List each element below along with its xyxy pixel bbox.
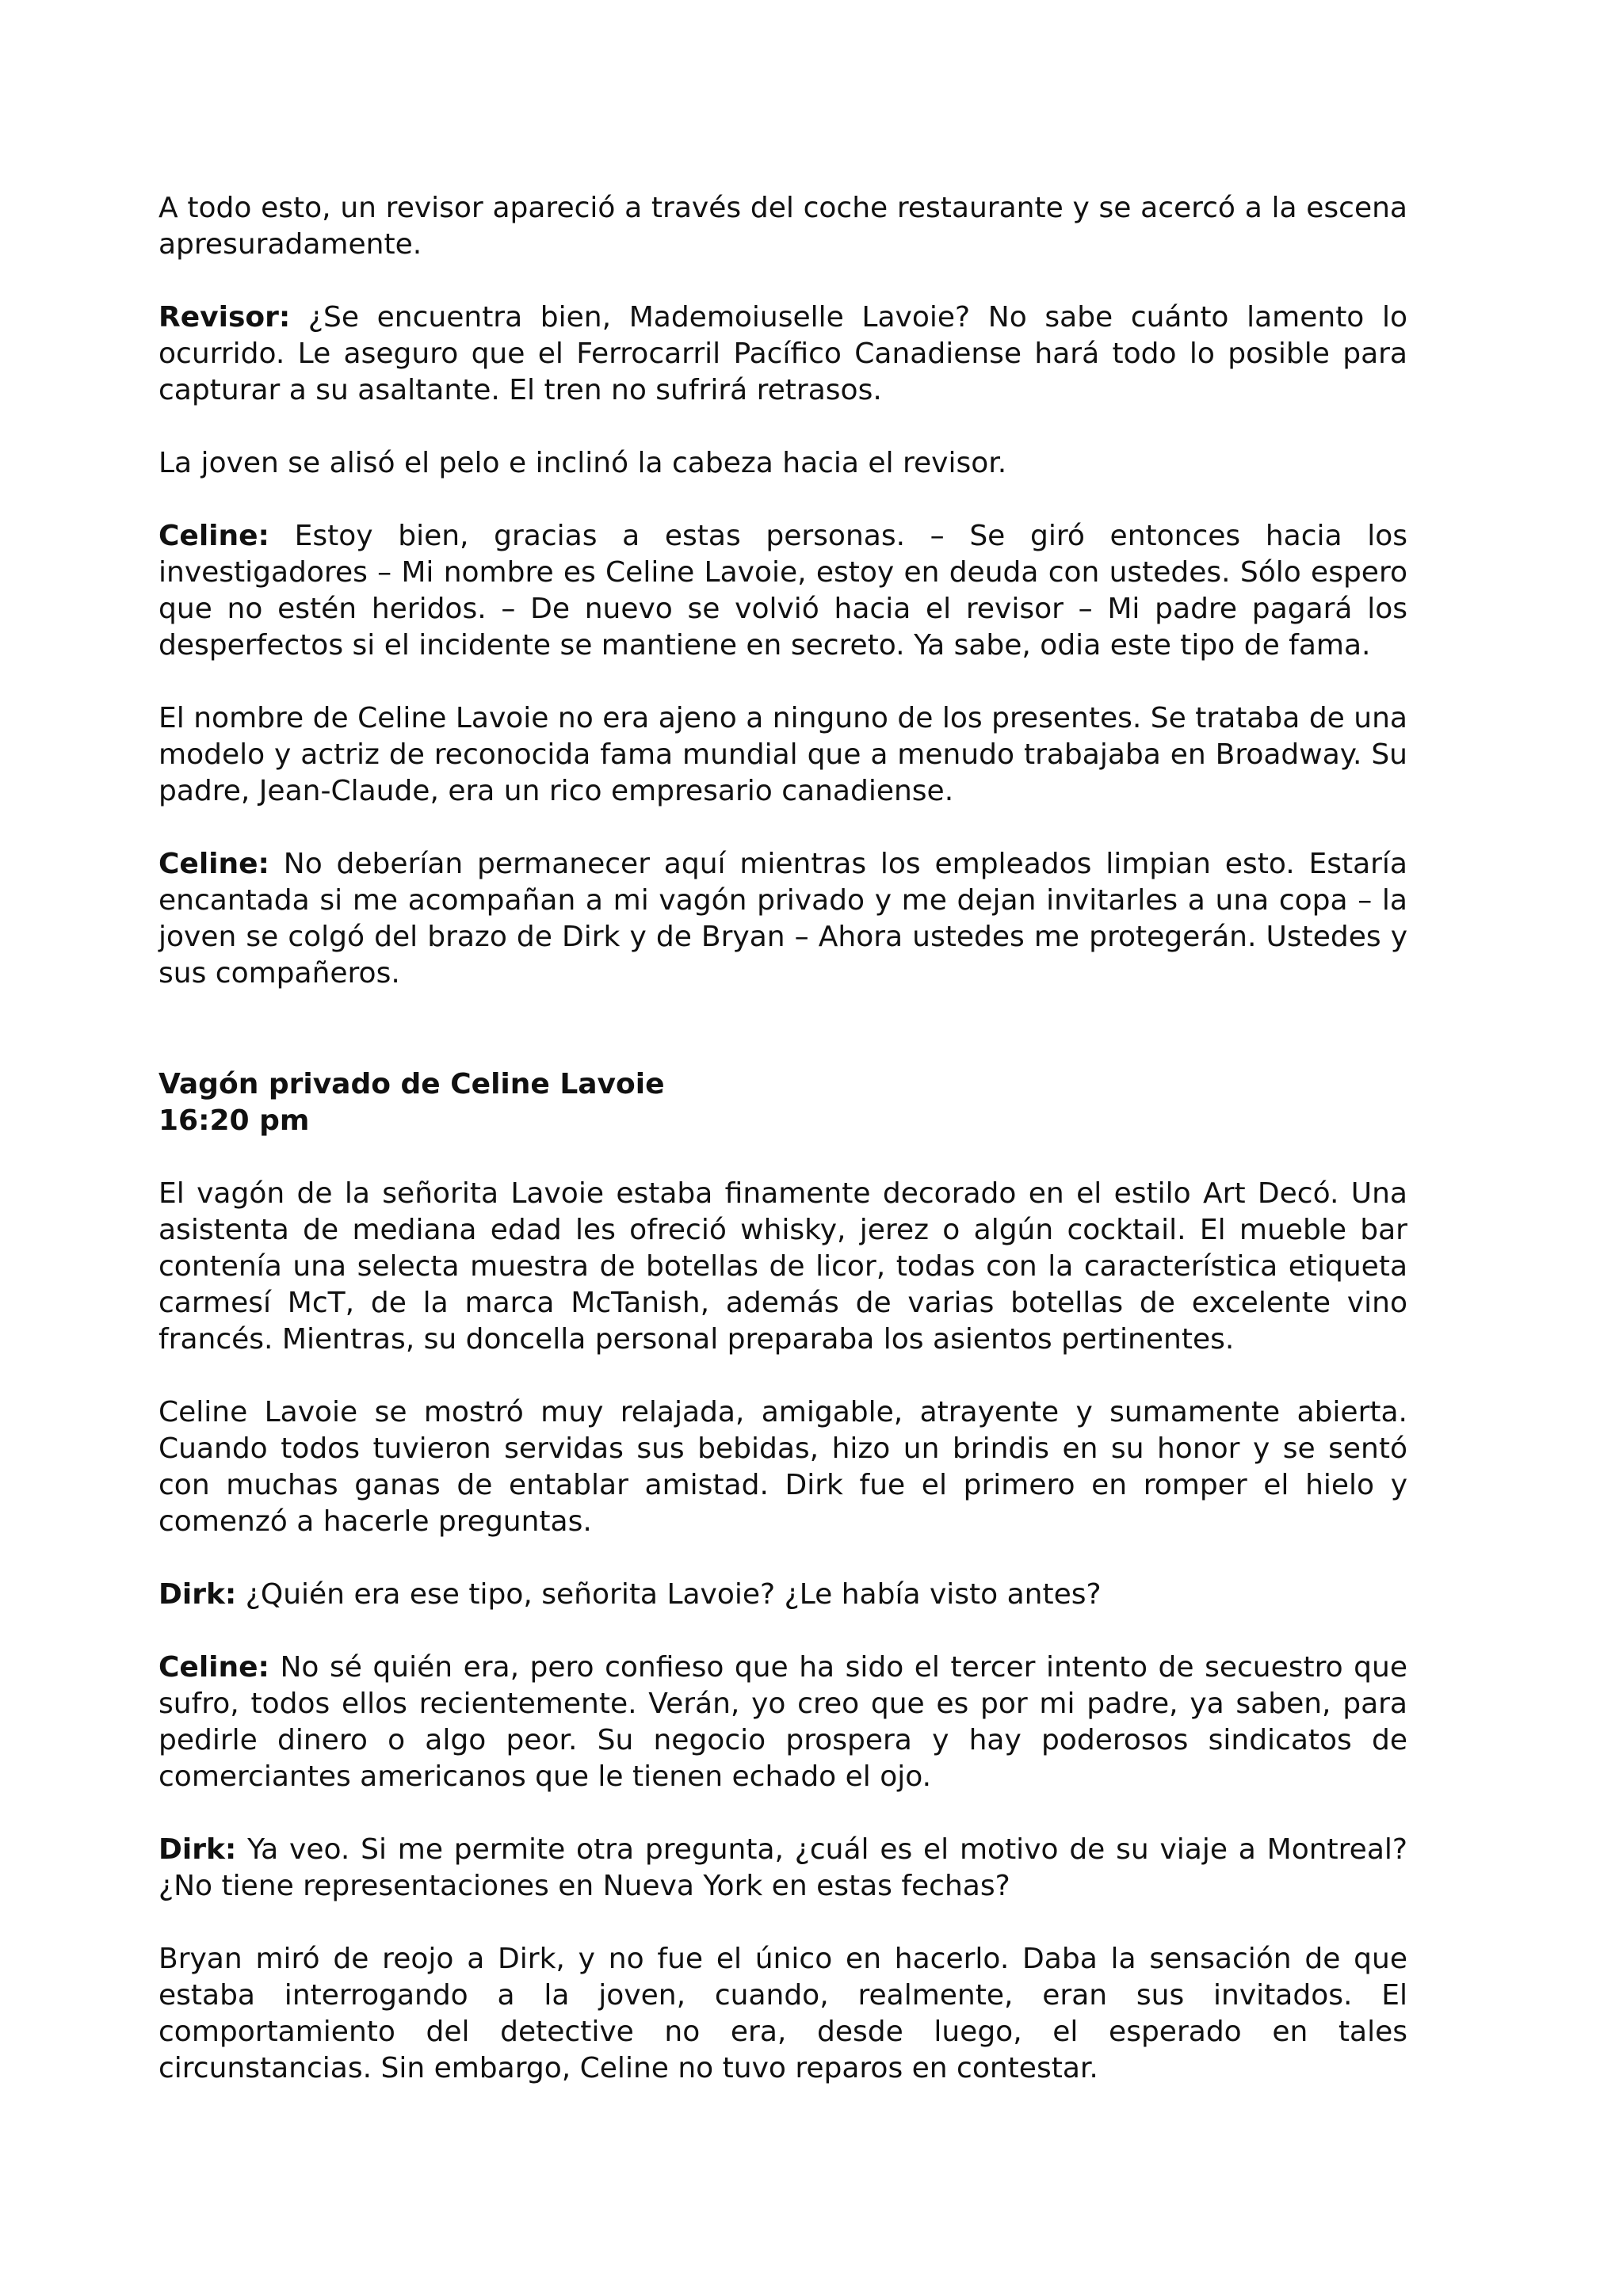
narration-paragraph: El vagón de la señorita Lavoie estaba finamente decorado en el estilo Art Decó. Una asistenta de mediana edad les ofreció whisky, jerez o algún cocktail. El mueble bar contenía una selecta muestra de botellas de licor, todas con la característica etiqueta carmesí McT, de la marca McTanish, además de varias botellas de excelente vino francés. Mientras, su doncella personal preparaba los asientos pertinentes. <box>158 1177 1407 1356</box>
dialogue-text: Ya veo. Si me permite otra pregunta, ¿cuál es el motivo de su viaje a Montreal? ¿No tiene representaciones en Nueva York en estas fechas? <box>158 1833 1407 1902</box>
dialogue-text: No sé quién era, pero confieso que ha sido el tercer intento de secuestro que sufro, todos ellos recientemente. Verán, yo creo que es por mi padre, ya saben, para pedirle dinero o algo peor. Su negocio prospera y hay poderosos sindicatos de comerciantes americanos que le tienen echado el ojo. <box>158 1651 1407 1793</box>
dialogue-text: Estoy bien, gracias a estas personas. – Se giró entonces hacia los investigadores – Mi nombre es Celine Lavoie, estoy en deuda con ustedes. Sólo espero que no estén heridos. – De nuevo se volvió hacia el revisor – Mi padre pagará los desperfectos si el incidente se mantiene en secreto. Ya sabe, odia este tipo de fama. <box>158 520 1407 662</box>
scene-location: Vagón privado de Celine Lavoie <box>158 1068 665 1100</box>
speaker-label: Dirk: <box>158 1833 237 1866</box>
narration-paragraph: La joven se alisó el pelo e inclinó la cabeza hacia el revisor. <box>158 447 1007 479</box>
narration-paragraph: El nombre de Celine Lavoie no era ajeno a ninguno de los presentes. Se trataba de una modelo y actriz de reconocida fama mundial que a menudo trabajaba en Broadway. Su padre, Jean-Claude, era un rico empresario canadiense. <box>158 702 1407 807</box>
speaker-label: Revisor: <box>158 301 291 334</box>
dialogue-paragraph <box>158 1650 1407 1795</box>
dialogue-paragraph <box>158 846 1407 992</box>
speaker-label: Celine: <box>158 520 269 552</box>
speaker-label: Dirk: <box>158 1578 237 1611</box>
document-page <box>158 190 1407 2123</box>
dialogue-paragraph <box>158 299 1407 409</box>
narration-paragraph: A todo esto, un revisor apareció a través del coche restaurante y se acercó a la escena apresuradamente. <box>158 192 1407 261</box>
narration-paragraph: Celine Lavoie se mostró muy relajada, amigable, atrayente y sumamente abierta. Cuando todos tuvieron servidas sus bebidas, hizo un brindis en su honor y se sentó con muchas ganas de entablar amistad. Dirk fue el primero en romper el hielo y comenzó a hacerle preguntas. <box>158 1396 1407 1538</box>
speaker-label: Celine: <box>158 1651 269 1684</box>
narration-paragraph: Bryan miró de reojo a Dirk, y no fue el único en hacerlo. Daba la sensación de que estaba interrogando a la joven, cuando, realmente, eran sus invitados. El comportamiento del detective no era, desde luego, el esperado en tales circunstancias. Sin embargo, Celine no tuvo reparos en contestar. <box>158 1943 1407 2084</box>
scene-heading <box>158 1066 1407 1139</box>
dialogue-text: ¿Se encuentra bien, Mademoiuselle Lavoie? No sabe cuánto lamento lo ocurrido. Le aseguro que el Ferrocarril Pacífico Canadiense hará todo lo posible para capturar a su asaltante. El tren no sufrirá retrasos. <box>158 301 1407 406</box>
speaker-label: Celine: <box>158 848 269 880</box>
dialogue-text: ¿Quién era ese tipo, señorita Lavoie? ¿Le había visto antes? <box>236 1578 1102 1611</box>
dialogue-paragraph <box>158 1577 1407 1613</box>
dialogue-paragraph <box>158 518 1407 664</box>
dialogue-paragraph <box>158 1832 1407 1905</box>
dialogue-text: No deberían permanecer aquí mientras los empleados limpian esto. Estaría encantada si me acompañan a mi vagón privado y me dejan invitarles a una copa – la joven se colgó del brazo de Dirk y de Bryan – Ahora ustedes me protegerán. Ustedes y sus compañeros. <box>158 848 1407 990</box>
scene-time: 16:20 pm <box>158 1104 310 1137</box>
